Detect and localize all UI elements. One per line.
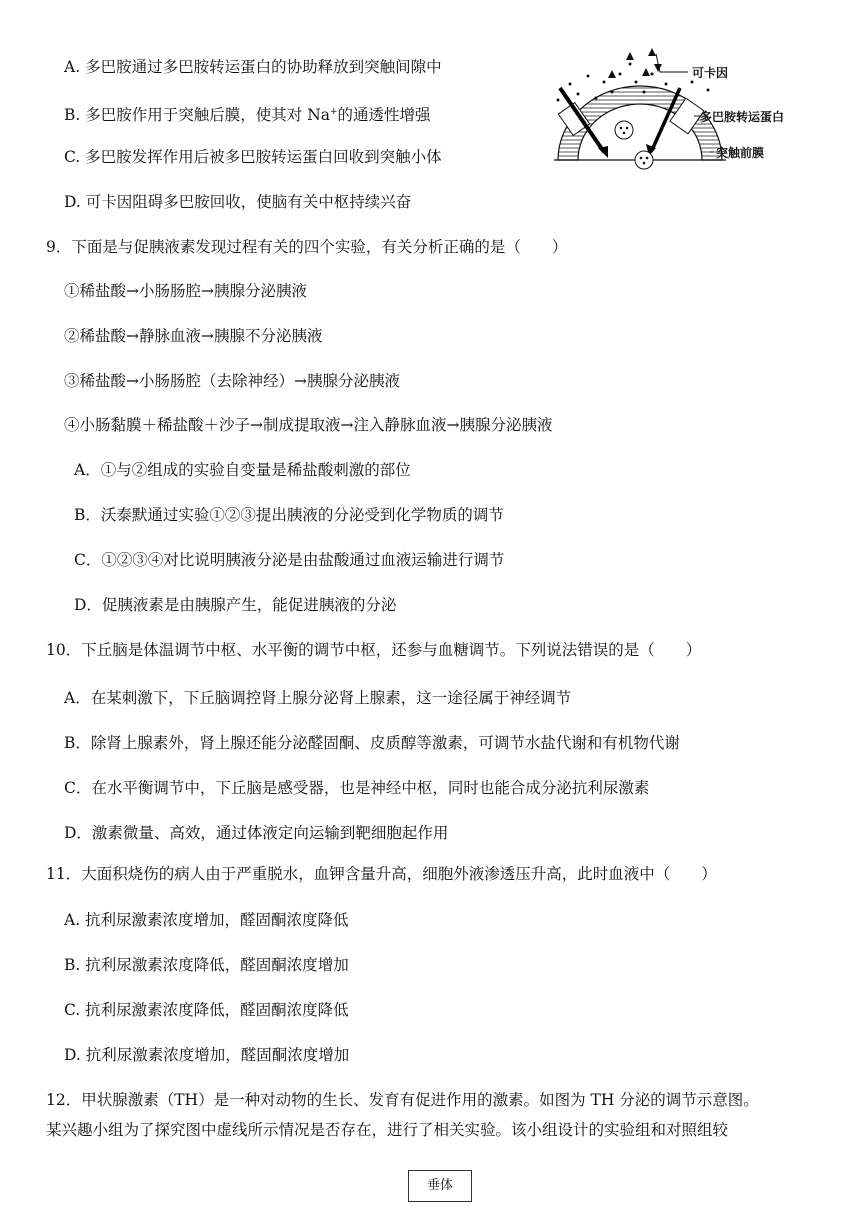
q8-option-b-text-after: 的通透性增强 (337, 106, 431, 124)
q10-option-a: A．在某刺激下，下丘脑调控肾上腺分泌肾上腺素，这一途径属于神经调节 (64, 689, 572, 707)
q8-option-c-text: 多巴胺发挥作用后被多巴胺转运蛋白回收到突触小体 (85, 148, 442, 166)
synapse-diagram (548, 42, 860, 174)
q8-option-a-label: A. (64, 58, 81, 76)
q10-option-c: C．在水平衡调节中，下丘脑是感受器，也是神经中枢，同时也能合成分泌抗利尿激素 (64, 779, 650, 797)
q12-line-2: 某兴趣小组为了探究图中虚线所示情况是否存在，进行了相关实验。该小组设计的实验组和对照组较 (46, 1121, 729, 1139)
q11-stem: 11．大面积烧伤的病人由于严重脱水，血钾含量升高，细胞外液渗透压升高，此时血液中（ ） (46, 865, 717, 883)
q11-option-b: B. 抗利尿激素浓度降低，醛固酮浓度增加 (64, 956, 349, 974)
q8-option-b-sup: + (330, 107, 338, 117)
q9-option-a: A．①与②组成的实验自变量是稀盐酸刺激的部位 (74, 461, 411, 479)
q9-option-d: D．促胰液素是由胰腺产生，能促进胰液的分泌 (74, 596, 397, 614)
q9-option-b: B．沃泰默通过实验①②③提出胰液的分泌受到化学物质的调节 (74, 506, 504, 524)
q8-option-c-label: C. (64, 148, 81, 166)
q10-stem: 10．下丘脑是体温调节中枢、水平衡的调节中枢，还参与血糖调节。下列说法错误的是（ ） (46, 641, 702, 659)
q8-option-d (64, 192, 411, 212)
q11-option-a: A. 抗利尿激素浓度增加，醛固酮浓度降低 (64, 911, 349, 929)
transporter-label: 多巴胺转运蛋白 (700, 110, 785, 124)
q8-option-b-text: 多巴胺作用于突触后膜，使其对 Na (85, 106, 330, 124)
q9-experiment-4: ④小肠黏膜＋稀盐酸＋沙子→制成提取液→注入静脉血液→胰腺分泌胰液 (64, 416, 553, 434)
q9-experiment-3: ③稀盐酸→小肠肠腔（去除神经）→胰腺分泌胰液 (64, 372, 400, 390)
q8-option-c (64, 147, 442, 167)
q11-option-c: C. 抗利尿激素浓度降低，醛固酮浓度降低 (64, 1001, 349, 1019)
q8-option-b (64, 102, 431, 125)
q9-experiment-1: ①稀盐酸→小肠肠腔→胰腺分泌胰液 (64, 282, 307, 300)
cocaine-triangles (608, 48, 656, 78)
q8-option-d-text: 可卡因阻碍多巴胺回收，使脑有关中枢持续兴奋 (85, 193, 412, 211)
q8-option-a (64, 57, 442, 77)
q9-stem: 9．下面是与促胰液素发现过程有关的四个实验，有关分析正确的是（ ） (46, 238, 568, 256)
pituitary-box: 垂体 (408, 1170, 472, 1202)
q11-option-d: D. 抗利尿激素浓度增加，醛固酮浓度增加 (64, 1046, 350, 1064)
q8-option-a-text: 多巴胺通过多巴胺转运蛋白的协助释放到突触间隙中 (85, 58, 442, 76)
cocaine-leader-tip (654, 64, 662, 72)
q12-line-1: 12．甲状腺激素（TH）是一种对动物的生长、发育有促进作用的激素。如图为 TH 分泌的调节示意图。 (46, 1091, 759, 1109)
q10-option-b: B．除肾上腺素外，肾上腺还能分泌醛固酮、皮质醇等激素，可调节水盐代谢和有机物代谢 (64, 734, 680, 752)
q8-option-d-label: D. (64, 193, 81, 211)
q9-option-c: C．①②③④对比说明胰液分泌是由盐酸通过血液运输进行调节 (74, 551, 505, 569)
presynaptic-label: 突触前膜 (716, 146, 765, 160)
q9-experiment-2: ②稀盐酸→静脉血液→胰腺不分泌胰液 (64, 327, 323, 345)
cocaine-leader (656, 54, 688, 72)
cocaine-label: 可卡因 (692, 66, 729, 80)
q8-option-b-label: B. (64, 106, 81, 124)
q10-option-d: D．激素微量、高效，通过体液定向运输到靶细胞起作用 (64, 824, 449, 842)
